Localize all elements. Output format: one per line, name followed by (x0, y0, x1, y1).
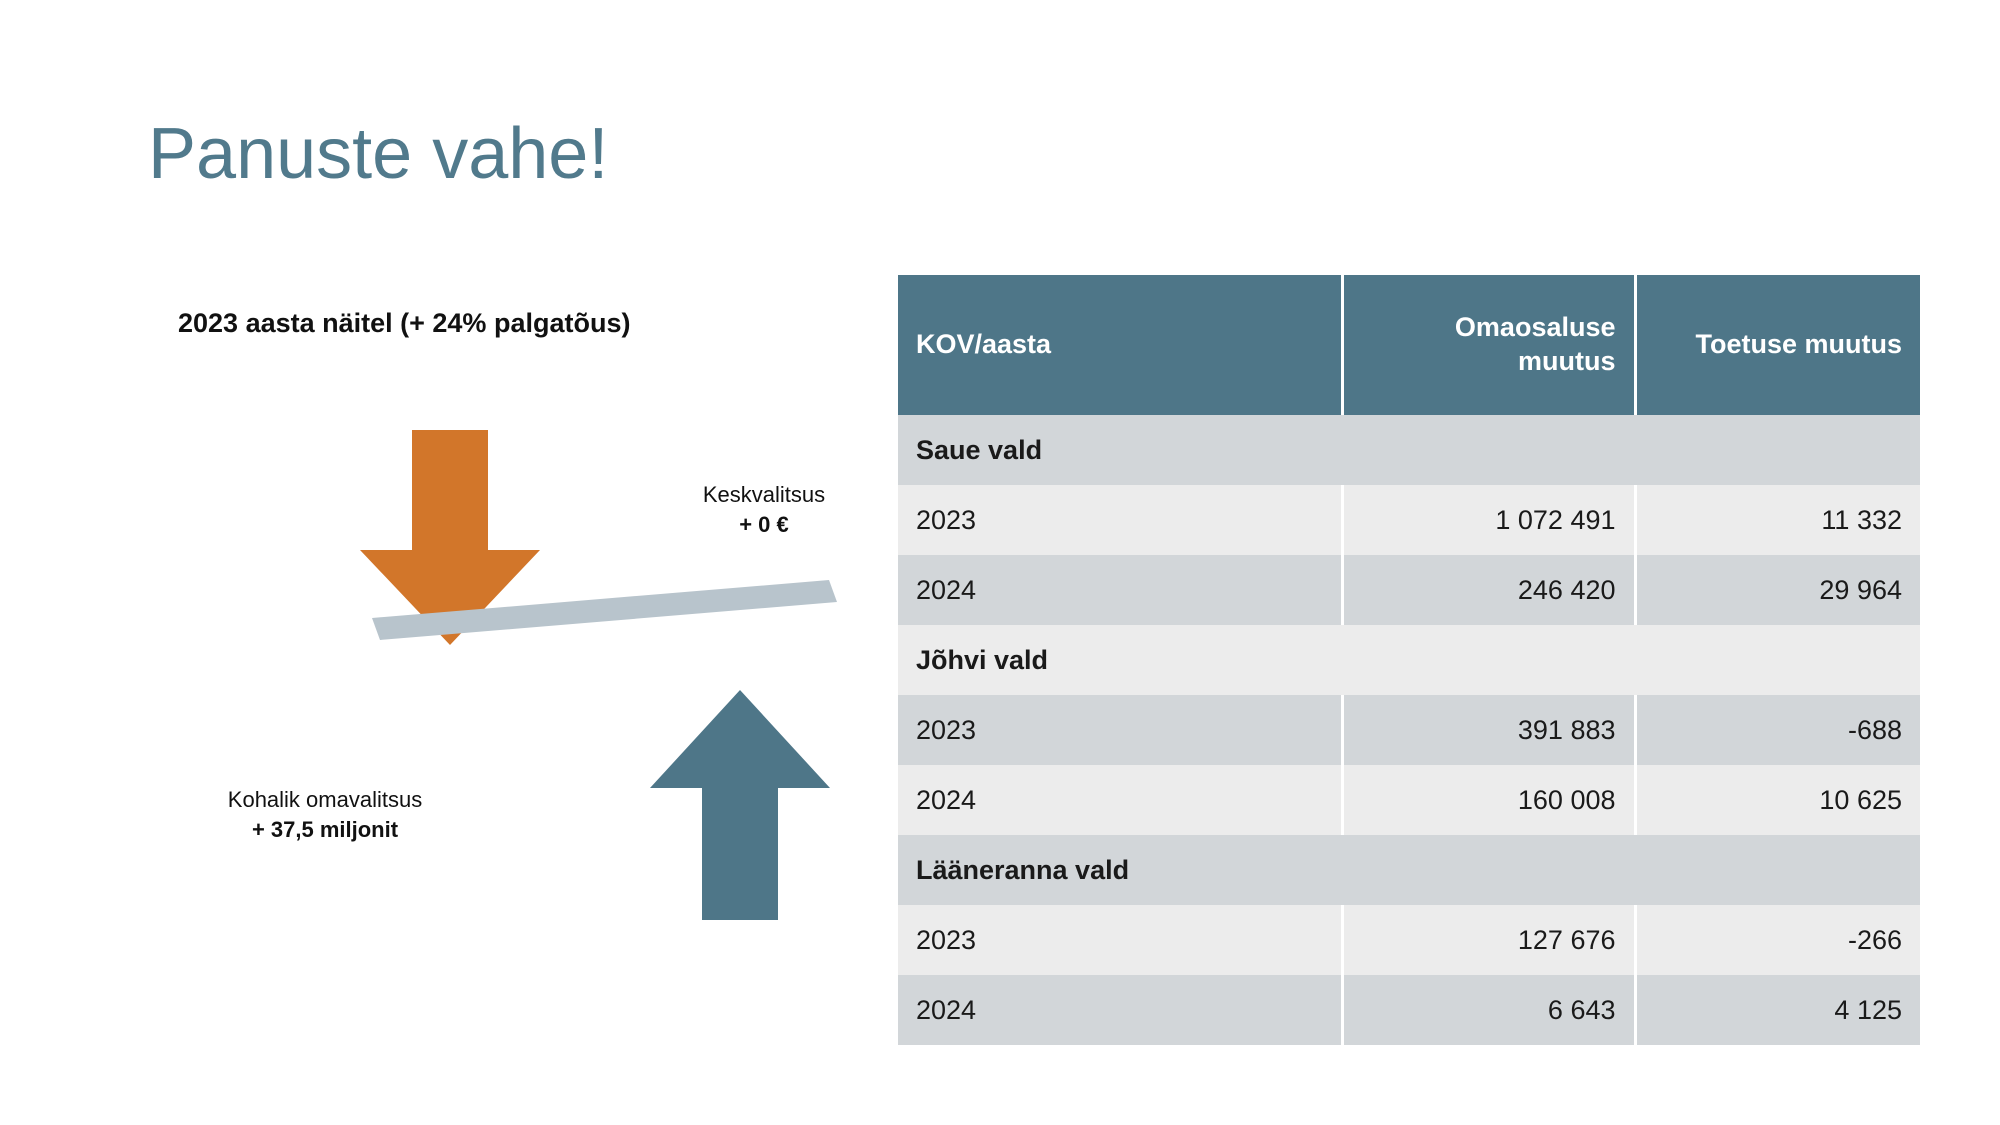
column-header-toetus: Toetuse muutus (1635, 275, 1920, 415)
table-row (898, 835, 1920, 905)
table-row (898, 625, 1920, 695)
group-label: Lääneranna vald (898, 835, 1920, 905)
row-year: 2023 (898, 695, 1342, 765)
row-omaosalus: 246 420 (1342, 555, 1635, 625)
central-government-label (634, 480, 894, 539)
row-year: 2023 (898, 485, 1342, 555)
page-title: Panuste vahe! (148, 114, 609, 194)
group-label: Jõhvi vald (898, 625, 1920, 695)
row-toetus: -266 (1635, 905, 1920, 975)
row-toetus: 11 332 (1635, 485, 1920, 555)
row-toetus: -688 (1635, 695, 1920, 765)
row-toetus: 10 625 (1635, 765, 1920, 835)
table-row (898, 975, 1920, 1045)
kov-table (898, 275, 1920, 1045)
table-header-row (898, 275, 1920, 415)
local-government-label (150, 785, 500, 844)
table-row (898, 555, 1920, 625)
row-omaosalus: 391 883 (1342, 695, 1635, 765)
row-toetus: 29 964 (1635, 555, 1920, 625)
up-arrow-icon (650, 690, 830, 920)
table-row (898, 415, 1920, 485)
row-toetus: 4 125 (1635, 975, 1920, 1045)
kov-table-wrapper (898, 275, 1920, 1045)
column-header-kov: KOV/aasta (898, 275, 1342, 415)
diagram-subtitle: 2023 aasta näitel (+ 24% palgatõus) (178, 308, 631, 338)
table-row (898, 905, 1920, 975)
central-government-value: + 0 € (739, 511, 789, 537)
central-government-name: Keskvalitsus (702, 482, 826, 507)
local-government-value: + 37,5 miljonit (251, 816, 399, 842)
table-row (898, 765, 1920, 835)
row-omaosalus: 1 072 491 (1342, 485, 1635, 555)
local-government-name: Kohalik omavalitsus (227, 787, 423, 812)
row-year: 2024 (898, 765, 1342, 835)
row-omaosalus: 127 676 (1342, 905, 1635, 975)
column-header-omaosalus: Omaosaluse muutus (1342, 275, 1635, 415)
row-omaosalus: 160 008 (1342, 765, 1635, 835)
row-year: 2024 (898, 975, 1342, 1045)
row-omaosalus: 6 643 (1342, 975, 1635, 1045)
table-row (898, 695, 1920, 765)
group-label: Saue vald (898, 415, 1920, 485)
row-year: 2023 (898, 905, 1342, 975)
table-row (898, 485, 1920, 555)
row-year: 2024 (898, 555, 1342, 625)
balance-diagram (150, 290, 910, 940)
balance-beam (372, 580, 837, 640)
